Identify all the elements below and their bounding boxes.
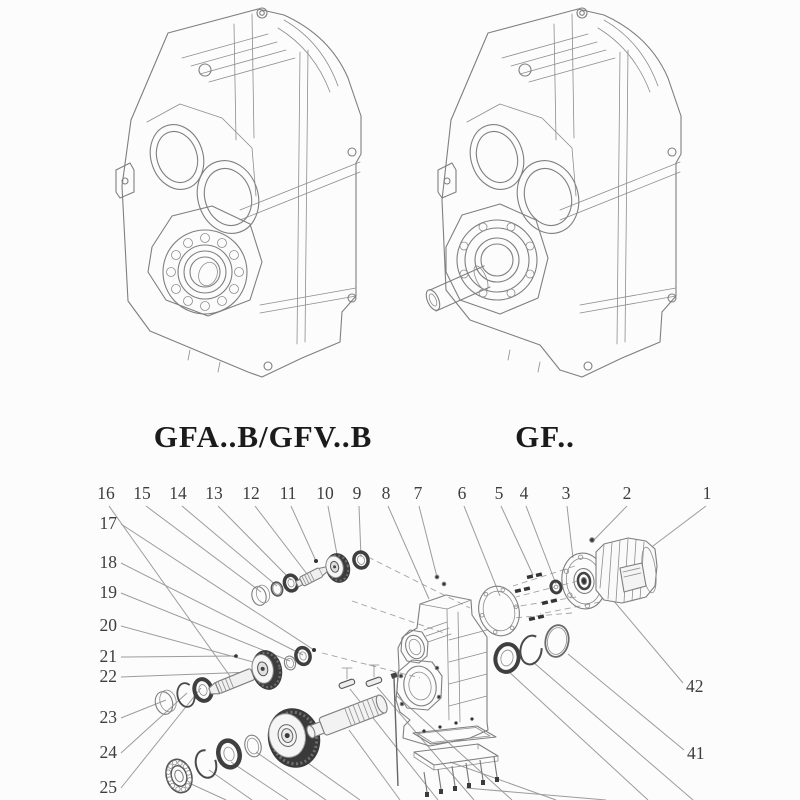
shim-ring-42-area [493, 623, 571, 674]
key-1 [338, 668, 355, 689]
leader-line-9 [359, 506, 361, 557]
callout-number-13: 13 [205, 483, 223, 503]
output-bearing-right [493, 642, 521, 674]
bottom-cover [414, 744, 498, 770]
leader-line-2 [592, 506, 627, 542]
leader-line-42 [613, 600, 683, 683]
key-2 [365, 665, 382, 687]
leader-line-13 [218, 506, 291, 580]
leader-line-20 [121, 626, 268, 666]
callout-number-8: 8 [381, 483, 391, 503]
output-bearing [215, 738, 242, 770]
gearbox-drawing-gf [424, 8, 681, 377]
leader-line-18 [121, 563, 303, 655]
callout-number-16: 16 [97, 483, 115, 503]
input-pinion-shaft [295, 564, 331, 589]
leader-line-11 [291, 506, 316, 561]
input-set-screw-dot [314, 559, 318, 563]
intermediate-bearing-right [294, 646, 312, 666]
output-ball-bearing [162, 756, 196, 796]
leader-line-1 [649, 506, 706, 549]
cutoff-leader-1 [189, 783, 226, 800]
leader-line-23 [121, 700, 166, 718]
input-gear [323, 550, 354, 585]
output-flange-face [446, 204, 548, 314]
leader-line-12 [255, 506, 307, 574]
callout-number-17: 17 [99, 513, 117, 533]
callout-number-14: 14 [169, 483, 187, 503]
dashed-axis-2 [352, 601, 447, 634]
callout-number-15: 15 [133, 483, 151, 503]
callout-number-18: 18 [99, 552, 117, 572]
circlip-right [518, 634, 544, 666]
intermediate-key-dot [234, 654, 238, 658]
callout-number-19: 19 [99, 582, 117, 602]
cutoff-leader-11 [466, 788, 606, 800]
input-seal-ring [270, 581, 284, 597]
callout-number-12: 12 [242, 483, 260, 503]
callout-number-25: 25 [99, 777, 117, 797]
output-hollow-shaft [304, 694, 389, 742]
callout-number-7: 7 [413, 483, 423, 503]
leader-line-25 [121, 688, 201, 788]
bottom-gasket [413, 726, 496, 744]
leader-line-7 [419, 506, 437, 577]
left-model-label: GFA..B/GFV..B [153, 419, 373, 454]
callout-number-2: 2 [622, 483, 632, 503]
housing-vent-dot [442, 582, 446, 586]
leader-line-3 [567, 506, 573, 558]
motor [590, 538, 659, 603]
dashed-axis-1 [368, 557, 470, 608]
right-model-label: GF.. [515, 419, 575, 454]
vent-plug-dot [435, 575, 439, 579]
leader-line-4 [526, 506, 556, 584]
input-bushing [550, 580, 563, 594]
callout-number-10: 10 [316, 483, 334, 503]
leader-line-5 [501, 506, 533, 575]
callout-layer [97, 483, 711, 797]
intermediate-set-screw-dot [312, 648, 316, 652]
output-bearing-face [163, 230, 247, 314]
callout-number-3: 3 [561, 483, 571, 503]
callout-number-1: 1 [702, 483, 712, 503]
flange-bolts [515, 572, 558, 621]
input-end-cap [250, 584, 272, 607]
leader-line-21 [121, 656, 236, 657]
callout-number-20: 20 [99, 615, 117, 635]
gearbox-drawing-gfab [116, 8, 361, 377]
callout-number-21: 21 [99, 646, 117, 666]
callout-number-9: 9 [352, 483, 362, 503]
callout-number-41: 41 [687, 743, 705, 763]
cutoff-leader-6 [349, 730, 400, 800]
intermediate-gear [248, 647, 286, 692]
callout-number-11: 11 [279, 483, 297, 503]
callout-number-42: 42 [686, 676, 704, 696]
motor-bolt-dot [590, 538, 594, 542]
callout-number-24: 24 [99, 742, 117, 762]
output-circlip [193, 748, 220, 780]
leader-line-15 [146, 506, 261, 592]
input-bearing-small [352, 550, 370, 569]
callout-number-23: 23 [99, 707, 117, 727]
exploded-view [97, 483, 711, 800]
callout-number-6: 6 [457, 483, 467, 503]
callout-number-4: 4 [519, 483, 529, 503]
leader-line-41 [568, 654, 684, 750]
leader-line-6 [464, 506, 500, 596]
cutoff-leader-13 [533, 662, 693, 800]
callout-number-22: 22 [99, 666, 117, 686]
gear-housing [396, 575, 488, 746]
cutoff-leader-12 [507, 670, 648, 800]
dashed-axis-layer [322, 557, 600, 678]
callout-number-5: 5 [494, 483, 504, 503]
leader-line-24 [121, 693, 187, 753]
